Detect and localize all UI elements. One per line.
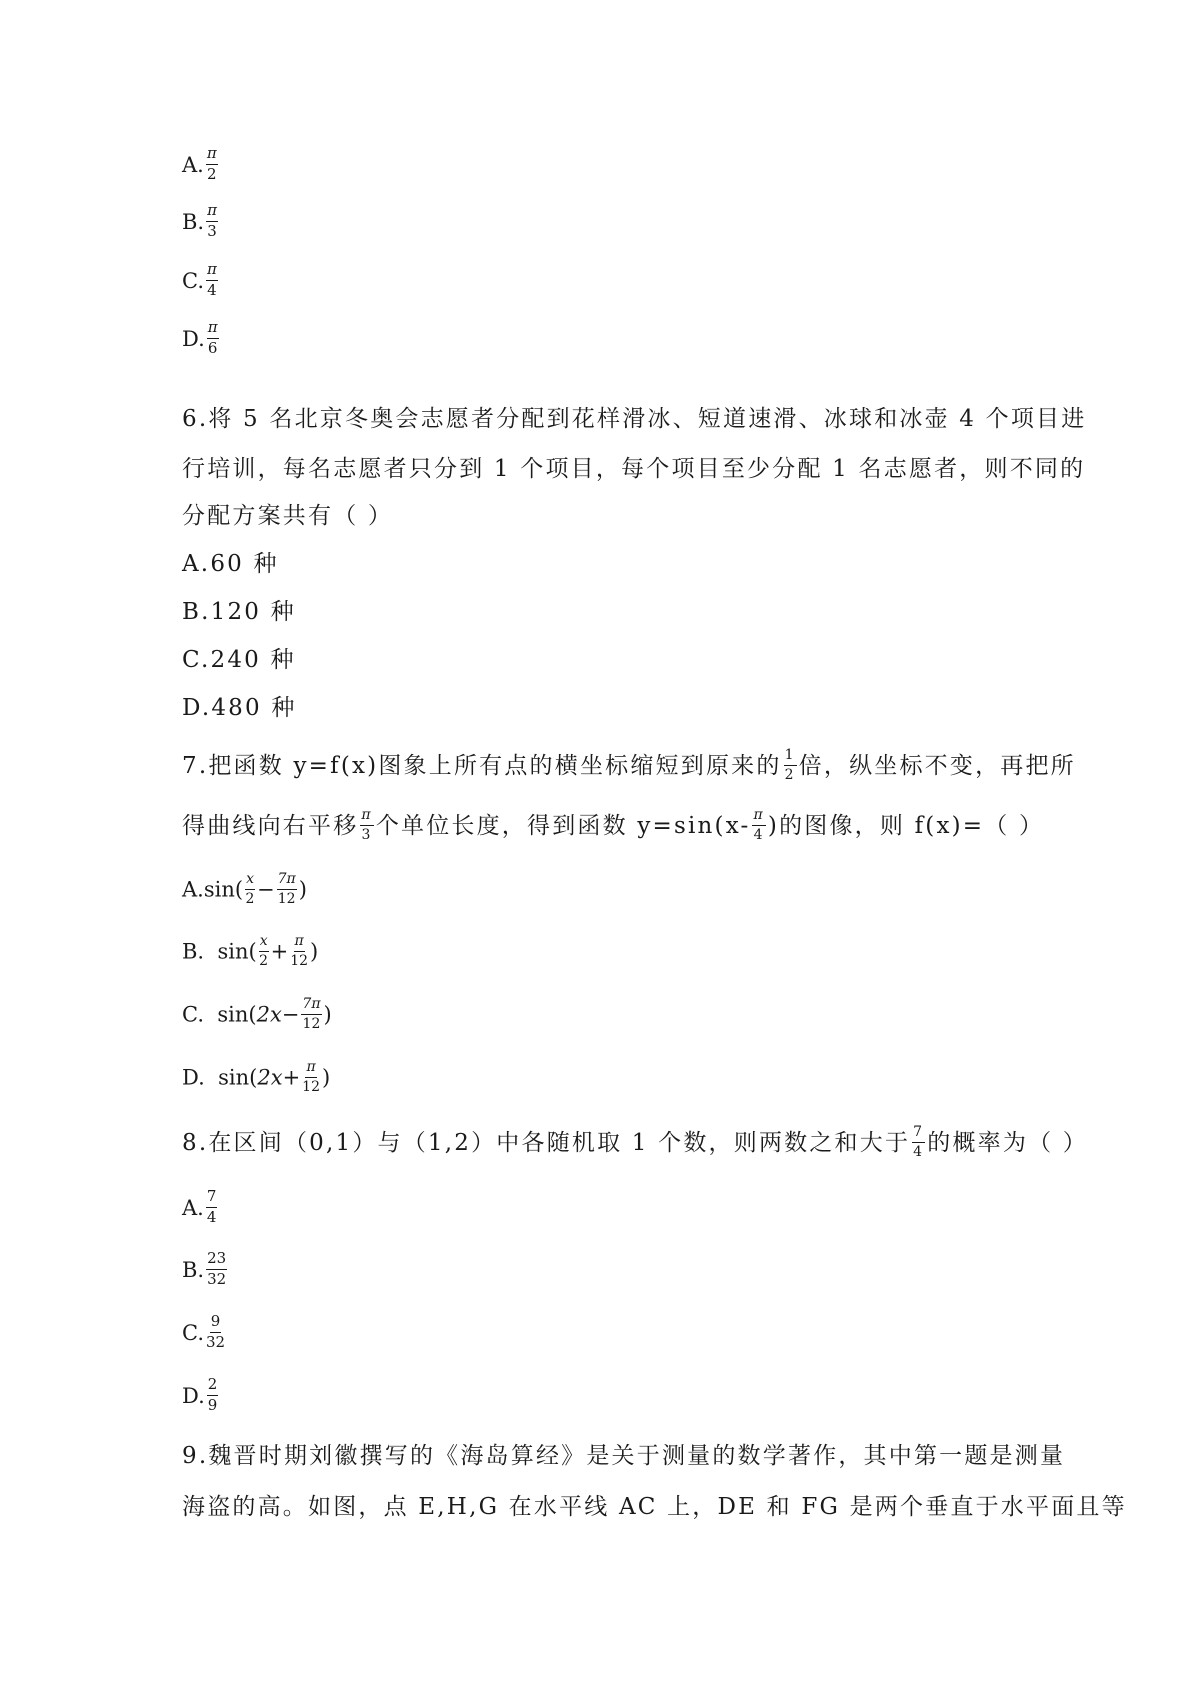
option-label: B.	[182, 209, 205, 234]
q6-text-line-1: 6.将 5 名北京冬奥会志愿者分配到花样滑冰、短道速滑、冰球和冰壶 4 个项目进	[182, 406, 1087, 432]
q8-option-d: D. $\frac{2}{9}$	[182, 1375, 218, 1414]
q6-option-c: C.240 种	[182, 647, 296, 673]
q5-option-a	[182, 144, 220, 185]
fraction: $\frac{1}{2}$	[784, 747, 796, 783]
fraction: $\frac{\pi}{6}$	[207, 318, 218, 357]
q6-option-b: B.120 种	[182, 599, 296, 625]
fraction: $\frac{7\pi}{12}$	[302, 996, 321, 1032]
fraction: $\frac{\pi}{3}$	[207, 201, 217, 240]
q5-option-b	[182, 201, 220, 242]
fraction: $\frac{\pi}{4}$	[207, 260, 217, 299]
option-label: C.	[182, 268, 204, 293]
fraction: $\frac{\pi}{4}$	[753, 807, 765, 843]
q6-option-d: D.480 种	[182, 695, 297, 721]
fraction: $\frac{\pi}{3}$	[361, 807, 373, 843]
q7-option-d: D. sin(2x+ $\frac{\pi}{12}$ )	[182, 1059, 331, 1095]
q8-option-a: A. $\frac{7}{4}$	[182, 1187, 217, 1226]
option-label: D.	[182, 326, 205, 351]
option-label: A.	[182, 152, 204, 177]
q8-option-c: C. $\frac{9}{32}$	[182, 1312, 226, 1351]
fraction: $\frac{\pi}{2}$	[206, 144, 217, 183]
fraction: $\frac{\pi}{12}$	[290, 933, 309, 969]
q7-text-line-2: 得曲线向右平移 $\frac{\pi}{3}$ 个单位长度，得到函数 y=sin(x- $\frac{\pi}{4}$ )的图像，则 f(x)=（ ）	[182, 807, 1045, 843]
q7-option-c: C. sin(2x− $\frac{7\pi}{12}$ )	[182, 996, 332, 1032]
q9-text-line-1: 9.魏晋时期刘徽撰写的《海岛算经》是关于测量的数学著作，其中第一题是测量	[182, 1443, 1066, 1469]
q5-option-d	[182, 318, 221, 359]
q9-text-line-2: 海盗的高。如图，点 E,H,G 在水平线 AC 上，DE 和 FG 是两个垂直于水平面且等	[182, 1494, 1127, 1520]
q8-option-b: B. $\frac{23}{32}$	[182, 1249, 227, 1288]
q6-option-a: A.60 种	[182, 551, 279, 577]
fraction: $\frac{9}{32}$	[206, 1312, 226, 1351]
fraction: $\frac{23}{32}$	[207, 1249, 227, 1288]
fraction: $\frac{x}{2}$	[259, 933, 269, 969]
fraction: $\frac{x}{2}$	[245, 871, 255, 907]
q6-text-line-2: 行培训，每名志愿者只分到 1 个项目，每个项目至少分配 1 名志愿者，则不同的	[182, 456, 1086, 482]
q7-option-b: B. sin( $\frac{x}{2}$ + $\frac{\pi}{12}$ )	[182, 933, 319, 969]
fraction: $\frac{7}{4}$	[913, 1124, 925, 1160]
fraction: $\frac{2}{9}$	[207, 1375, 218, 1414]
fraction: $\frac{7}{4}$	[206, 1187, 217, 1226]
q8-text: 8.在区间（0,1）与（1,2）中各随机取 1 个数，则两数之和大于 $\frac{7}{4}$ 的概率为（ ）	[182, 1124, 1088, 1160]
q7-text-line-1: 7.把函数 y=f(x)图象上所有点的横坐标缩短到原来的 $\frac{1}{2}$ 倍，纵坐标不变，再把所	[182, 747, 1076, 783]
q7-option-a: A.sin( $\frac{x}{2}$ − $\frac{7\pi}{12}$ )	[182, 871, 307, 907]
q5-option-c	[182, 260, 220, 301]
fraction: $\frac{\pi}{12}$	[302, 1059, 320, 1095]
fraction: $\frac{7\pi}{12}$	[277, 871, 296, 907]
q6-text-line-3: 分配方案共有（ ）	[182, 503, 394, 529]
